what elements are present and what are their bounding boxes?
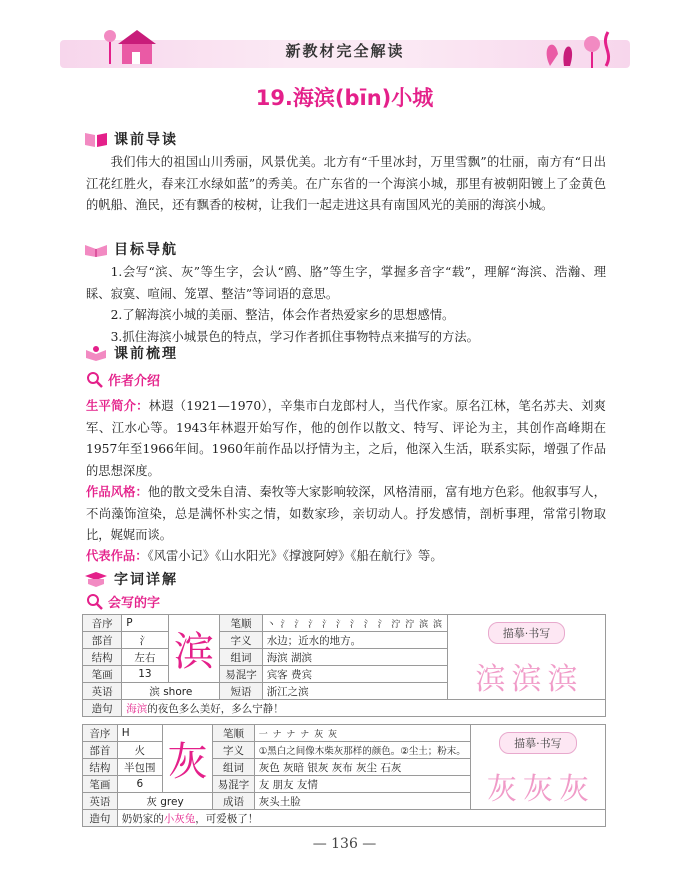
phrase: 灰头土脸 (254, 793, 470, 810)
cell-label: 结构 (83, 759, 118, 776)
cell-label: 音序 (83, 725, 118, 742)
cell-value: 半包围 (117, 759, 162, 776)
book-icon (84, 130, 108, 148)
meaning: ①黑白之间像木柴灰那样的颜色。②尘土；粉末。 (254, 742, 470, 759)
cell-value: 6 (117, 776, 162, 793)
confuse: 友 朋友 友情 (254, 776, 470, 793)
cell-label: 短语 (220, 683, 262, 700)
style-text: 他的散文受朱自清、秦牧等大家影响较深，风格清丽，富有地方色彩。他叙事写人，不尚藻饰渲染，总是满怀朴实之情，如数家珍，亲切动人。抒发感情，剖析事理，常常引物取比，娓娓而谈。 (86, 485, 606, 542)
section-label: 字词详解 (114, 572, 178, 588)
cell-label: 字义 (220, 632, 262, 649)
cell-label: 笔顺 (220, 615, 262, 632)
magnifier-icon (86, 593, 104, 611)
cell-value: 火 (117, 742, 162, 759)
stroke-order: 一 ナ ナ ナ 灰 灰 (254, 725, 470, 742)
cell-value: 左右 (122, 649, 168, 666)
cell-value: 氵 (122, 632, 168, 649)
trace-glyph: 灰 (522, 771, 553, 807)
author-works (86, 546, 606, 568)
section-goals-header (84, 238, 178, 260)
header-title: 新教材完全解读 (285, 42, 405, 60)
cell-label: 笔画 (83, 666, 122, 683)
trace-glyph: 滨 (547, 661, 578, 697)
trace-label: 描摹·书写 (499, 732, 577, 754)
cell-label: 造句 (83, 810, 118, 827)
cell-label: 部首 (83, 632, 122, 649)
sentence-highlight: 小灰兔 (163, 812, 196, 825)
sentence-text: 的夜色多么美好，多么宁静！ (147, 702, 284, 715)
magnifier-icon (86, 371, 104, 389)
page-number: — 136 — (312, 836, 377, 852)
write-subheader (86, 592, 160, 611)
cell-label: 英语 (83, 793, 118, 810)
cell-label: 笔画 (83, 776, 118, 793)
preview-paragraph: 我们伟大的祖国山川秀丽，风景优美。北方有“千里冰封，万里雪飘”的壮丽，南方有“日出江花红胜火，春来江水绿如蓝”的秀美。在广东省的一个海滨小城，那里有被朝阳镀上了金黄色的帆船、渔民，还有飘香的桉树，让我们一起走进这具有南国风光的美丽的海滨小城。 (86, 155, 606, 212)
sentence (117, 810, 605, 827)
bio-label: 生平简介： (86, 399, 149, 413)
trace-glyphs (475, 764, 601, 808)
cell-label: 易混字 (220, 666, 262, 683)
cell-label: 组词 (220, 649, 262, 666)
cell-label: 英语 (83, 683, 122, 700)
author-bio (86, 396, 606, 482)
cell-label: 易混字 (213, 776, 254, 793)
section-vocab-header (84, 568, 178, 590)
trace-glyphs (452, 654, 601, 698)
words: 灰色 灰暗 银灰 灰布 灰尘 石灰 (254, 759, 470, 776)
goal-item: 2.了解海滨小城的美丽、整洁，体会作者热爱家乡的思想感情。 (110, 308, 455, 322)
section-label: 目标导航 (114, 242, 178, 258)
cell-value: 13 (122, 666, 168, 683)
bio-text: 林遐（1921—1970），辛集市白龙郎村人，当代作家。原名江林，笔名苏夫、刘爽军、江水心等。1943年林遐开始写作，他的创作以散文、特写、评论为主，其创作高峰期在1957年至1966年间。1960年前作品以抒情为主，之后，他深入生活，联系实际，增强了作品的思想深度。 (86, 399, 606, 478)
cell-label: 音序 (83, 615, 122, 632)
trace-glyph: 滨 (511, 661, 542, 697)
trace-glyph: 滨 (475, 661, 506, 697)
author-subheader (86, 370, 160, 389)
book-icon (84, 344, 108, 362)
goal-item: 3.抓住海滨小城景色的特点，学习作者抓住事物特点来描写的方法。 (110, 329, 479, 344)
section-label: 课前导读 (114, 132, 178, 148)
english: 滨 shore (122, 683, 220, 700)
goal-item: 1.会写“滨、灰”等生字，会认“鸥、胳”等生字，掌握多音字“载”，理解“海滨、浩瀚、理睬、寂寞、喧闹、笼罩、整洁”等词语的意思。 (86, 265, 606, 301)
section-review-header (84, 342, 178, 364)
words: 海滨 湖滨 (262, 649, 447, 666)
cell-label: 笔顺 (213, 725, 254, 742)
trace-glyph: 灰 (486, 771, 517, 807)
trace-label: 描摹·书写 (488, 622, 566, 644)
cell-value: P (122, 615, 168, 632)
goals-list (86, 262, 606, 348)
character-card (82, 614, 606, 717)
lesson-title: 19.海滨(bīn)小城 (255, 86, 434, 110)
sentence-text: ，可爱极了！ (195, 812, 259, 825)
sentence-prefix: 奶奶家的 (121, 812, 164, 825)
cell-label: 结构 (83, 649, 122, 666)
cell-label: 组词 (213, 759, 254, 776)
style-label: 作品风格： (86, 485, 148, 499)
character-glyph: 滨 (168, 615, 220, 683)
cell-label: 字义 (213, 742, 254, 759)
meaning: 水边；近水的地方。 (262, 632, 447, 649)
sentence (122, 700, 606, 717)
book-icon (84, 570, 108, 588)
section-label: 课前梳理 (114, 346, 178, 362)
sentence-highlight: 海滨 (126, 702, 148, 715)
cell-label: 部首 (83, 742, 118, 759)
character-glyph: 灰 (162, 725, 212, 793)
cell-label: 造句 (83, 700, 122, 717)
character-card (82, 724, 606, 827)
trace-cell (470, 725, 605, 810)
author-style (86, 482, 606, 547)
works-text: 《风雷小记》《山水阳光》《撑渡阿婷》《船在航行》等。 (147, 549, 443, 563)
cell-value: H (117, 725, 162, 742)
subheader-label: 会写的字 (108, 596, 161, 611)
trace-glyph: 灰 (558, 771, 589, 807)
confuse: 宾客 费宾 (262, 666, 447, 683)
house-decoration-icon (100, 26, 170, 70)
works-label: 代表作品： (86, 549, 148, 563)
trace-cell (448, 615, 606, 700)
book-icon (84, 240, 108, 258)
phrase: 浙江之滨 (262, 683, 447, 700)
flower-decoration-icon (530, 26, 620, 70)
section-preview-header (84, 128, 178, 150)
english: 灰 grey (117, 793, 213, 810)
subheader-label: 作者介绍 (108, 374, 161, 389)
stroke-order: 丶 氵 氵 氵 氵 氵 氵 氵 氵 泞 泞 滨 滨 (262, 615, 447, 632)
cell-label: 成语 (213, 793, 254, 810)
